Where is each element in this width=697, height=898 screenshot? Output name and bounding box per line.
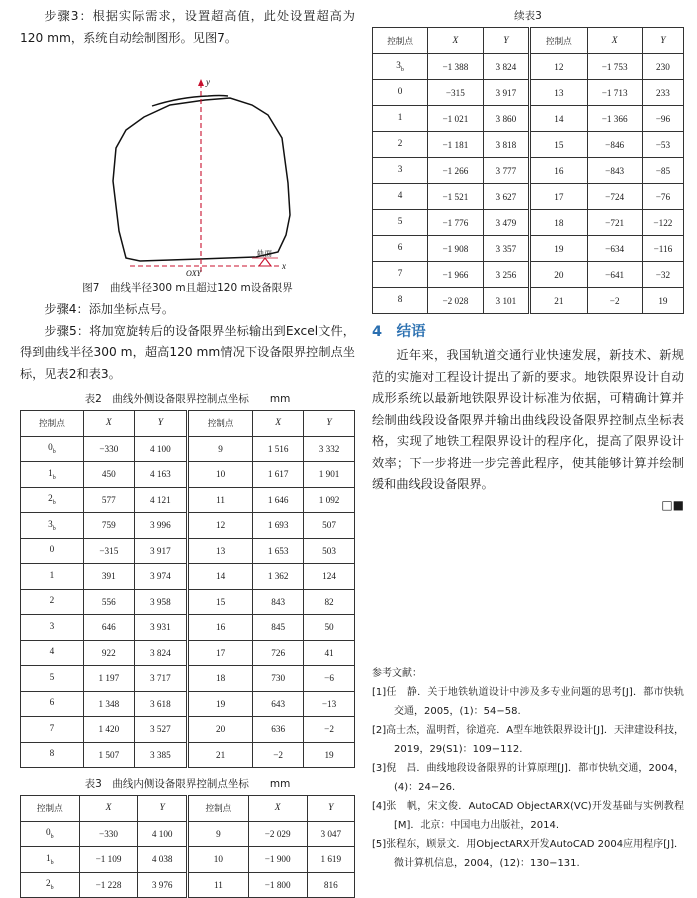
control-point-cell: 11 — [187, 872, 248, 898]
control-point-cell: 18 — [530, 210, 587, 236]
coordinate-cell: 3 974 — [134, 564, 187, 590]
coordinate-cell: −122 — [642, 210, 683, 236]
rail-label: 轨面 — [257, 249, 272, 258]
coordinate-cell: 3 818 — [483, 132, 530, 158]
control-point-cell: 16 — [530, 158, 587, 184]
coordinate-cell: 3 824 — [483, 54, 530, 80]
control-point-cell: 5 — [373, 210, 428, 236]
coordinate-cell: 643 — [253, 691, 304, 717]
table-header: X — [248, 796, 307, 822]
end-mark: □■ — [661, 497, 684, 512]
coordinate-cell: −315 — [428, 80, 483, 106]
coordinate-cell: 1 507 — [83, 742, 134, 768]
coordinate-cell: 507 — [304, 513, 355, 539]
table-row — [21, 872, 355, 898]
control-point-cell: 8 — [373, 288, 428, 314]
coordinate-cell: 3 958 — [134, 589, 187, 615]
coordinate-cell: 3 824 — [134, 640, 187, 666]
reference-item: [4]张 帆，宋文俊．AutoCAD ObjectARX(VC)开发基础与实例教程[M]．北京：中国电力出版社，2014. — [372, 801, 684, 831]
control-point-cell: 14 — [187, 564, 252, 590]
coordinate-cell: −85 — [642, 158, 683, 184]
table-header: 控制点 — [21, 796, 80, 822]
origin-label: OXY — [186, 269, 202, 278]
coordinate-cell: −1 966 — [428, 262, 483, 288]
reference-item: [1]任 静．关于地铁轨道设计中涉及多专业问题的思考[J]．都市快轨交通，2005，(1)：54−58. — [372, 687, 684, 717]
table-row — [21, 589, 355, 615]
coordinate-cell: 636 — [253, 717, 304, 743]
coordinate-cell: 230 — [642, 54, 683, 80]
control-point-cell: 7 — [373, 262, 428, 288]
table-row — [373, 80, 684, 106]
coordinate-cell: 843 — [253, 589, 304, 615]
table-header: X — [83, 411, 134, 437]
coordinate-cell: −846 — [587, 132, 642, 158]
coordinate-cell: 1 420 — [83, 717, 134, 743]
control-point-cell: $2_b$ — [21, 487, 84, 513]
coordinate-cell: −116 — [642, 236, 683, 262]
control-point-cell: 9 — [187, 821, 248, 847]
control-point-cell: 2 — [21, 589, 84, 615]
coordinate-cell: −330 — [79, 821, 138, 847]
control-point-cell: 7 — [21, 717, 84, 743]
control-point-cell: 19 — [530, 236, 587, 262]
coordinate-cell: −2 029 — [248, 821, 307, 847]
coordinate-cell: 845 — [253, 615, 304, 641]
references — [372, 664, 684, 873]
table-header: Y — [307, 796, 354, 822]
table-row — [21, 538, 355, 564]
table2-caption: 表2 曲线外侧设备限界控制点坐标 mm — [84, 393, 291, 405]
control-point-cell: 17 — [530, 184, 587, 210]
coordinate-cell: 3 385 — [134, 742, 187, 768]
coordinate-cell: −6 — [304, 666, 355, 692]
control-point-cell: 8 — [21, 742, 84, 768]
coordinate-cell: −1 776 — [428, 210, 483, 236]
left-column — [20, 0, 355, 898]
coordinate-cell: 726 — [253, 640, 304, 666]
coordinate-cell: 3 357 — [483, 236, 530, 262]
coordinate-cell: −2 — [587, 288, 642, 314]
coordinate-cell: 1 653 — [253, 538, 304, 564]
table-header: 控制点 — [21, 411, 84, 437]
control-point-cell: 10 — [187, 462, 252, 488]
clearance-diagram — [20, 53, 355, 277]
table3-continued — [372, 27, 684, 314]
coordinate-cell: 577 — [83, 487, 134, 513]
table-header: X — [79, 796, 138, 822]
control-point-cell: 21 — [530, 288, 587, 314]
table3 — [20, 795, 355, 898]
control-point-cell: 17 — [187, 640, 252, 666]
control-point-cell: 6 — [21, 691, 84, 717]
coordinate-cell: 3 101 — [483, 288, 530, 314]
coordinate-cell: 3 627 — [483, 184, 530, 210]
coordinate-cell: 4 038 — [138, 847, 188, 873]
axis-y-label: y — [206, 77, 210, 87]
table-row — [21, 717, 355, 743]
coordinate-cell: 3 917 — [134, 538, 187, 564]
coordinate-cell: −315 — [83, 538, 134, 564]
control-point-cell: 1 — [373, 106, 428, 132]
control-point-cell: $3_b$ — [373, 54, 428, 80]
coordinate-cell: 1 516 — [253, 436, 304, 462]
control-point-cell: 9 — [187, 436, 252, 462]
coordinate-cell: 3 527 — [134, 717, 187, 743]
coordinate-cell: −1 753 — [587, 54, 642, 80]
coordinate-cell: 391 — [83, 564, 134, 590]
table-row — [21, 742, 355, 768]
coordinate-cell: −1 228 — [79, 872, 138, 898]
table-header: 控制点 — [187, 796, 248, 822]
control-point-cell: 18 — [187, 666, 252, 692]
coordinate-cell: 19 — [642, 288, 683, 314]
table2-header-row — [21, 411, 355, 437]
coordinate-cell: 3 256 — [483, 262, 530, 288]
coordinate-cell: −53 — [642, 132, 683, 158]
table3-cont-caption: 续表3 — [514, 10, 542, 22]
coordinate-cell: 3 618 — [134, 691, 187, 717]
coordinate-cell: 3 917 — [483, 80, 530, 106]
table-row — [21, 691, 355, 717]
coordinate-cell: 3 976 — [138, 872, 188, 898]
table-header: Y — [138, 796, 188, 822]
control-point-cell: 15 — [187, 589, 252, 615]
coordinate-cell: 1 901 — [304, 462, 355, 488]
table-header: Y — [134, 411, 187, 437]
control-point-cell: 19 — [187, 691, 252, 717]
table-row — [373, 236, 684, 262]
coordinate-cell: −330 — [83, 436, 134, 462]
step4-paragraph: 步骤4：添加坐标点号。 — [44, 302, 175, 316]
coordinate-cell: −2 — [253, 742, 304, 768]
coordinate-cell: 3 996 — [134, 513, 187, 539]
coordinate-cell: −96 — [642, 106, 683, 132]
reference-item: [3]倪 昌．曲线地段设备限界的计算原理[J]．都市快轨交通，2004，(4)：24−26. — [372, 763, 684, 793]
coordinate-cell: 1 646 — [253, 487, 304, 513]
reference-item: [2]高士杰，温明哲，徐道亮．A型车地铁限界设计[J]．天津建设科技，2019，29(S1)：109−112. — [372, 725, 684, 755]
coordinate-cell: 1 362 — [253, 564, 304, 590]
coordinate-cell: 3 717 — [134, 666, 187, 692]
control-point-cell: $0_b$ — [21, 436, 84, 462]
coordinate-cell: −1 900 — [248, 847, 307, 873]
control-point-cell: 20 — [187, 717, 252, 743]
control-point-cell: $1_b$ — [21, 462, 84, 488]
table3c-header-row — [373, 28, 684, 54]
control-point-cell: $3_b$ — [21, 513, 84, 539]
table-row — [373, 262, 684, 288]
coordinate-cell: −13 — [304, 691, 355, 717]
table-header: 控制点 — [187, 411, 252, 437]
table-row — [21, 847, 355, 873]
coordinate-cell: 82 — [304, 589, 355, 615]
coordinate-cell: 759 — [83, 513, 134, 539]
coordinate-cell: −1 181 — [428, 132, 483, 158]
coordinate-cell: −32 — [642, 262, 683, 288]
table-row — [21, 564, 355, 590]
table-row — [21, 513, 355, 539]
control-point-cell: 0 — [373, 80, 428, 106]
coordinate-cell: 41 — [304, 640, 355, 666]
coordinate-cell: 1 617 — [253, 462, 304, 488]
coordinate-cell: −1 521 — [428, 184, 483, 210]
control-point-cell: $0_b$ — [21, 821, 80, 847]
control-point-cell: $1_b$ — [21, 847, 80, 873]
control-point-cell: $2_b$ — [21, 872, 80, 898]
coordinate-cell: 4 100 — [134, 436, 187, 462]
coordinate-cell: 646 — [83, 615, 134, 641]
conclusion-paragraph: 近年来，我国轨道交通行业快速发展，新技术、新规范的实施对工程设计提出了新的要求。地铁限界设计自动成形系统以最新地铁限界设计标准为依据，可精确计算并绘制曲线段设备限界并输出曲线段设备限界控制点坐标表格，实现了地铁工程限界设计的程序化，提高了限界设计效率；下一步将进一步完善此程序，使其能够计算并绘制缓和曲线段设备限界。 — [372, 348, 684, 491]
table3-caption: 表3 曲线内侧设备限界控制点坐标 mm — [84, 778, 291, 790]
table-header: Y — [642, 28, 683, 54]
control-point-cell: 1 — [21, 564, 84, 590]
table-header: 控制点 — [373, 28, 428, 54]
coordinate-cell: 3 777 — [483, 158, 530, 184]
control-point-cell: 4 — [21, 640, 84, 666]
coordinate-cell: 1 619 — [307, 847, 354, 873]
coordinate-cell: 3 479 — [483, 210, 530, 236]
control-point-cell: 10 — [187, 847, 248, 873]
control-point-cell: 15 — [530, 132, 587, 158]
control-point-cell: 3 — [373, 158, 428, 184]
table-header: X — [587, 28, 642, 54]
reference-item: [5]张程东，顾景文．用ObjectARX开发AutoCAD 2004应用程序[J]．微计算机信息，2004，(12)：130−131. — [372, 839, 684, 869]
figure-7 — [20, 53, 355, 277]
coordinate-cell: 3 047 — [307, 821, 354, 847]
coordinate-cell: 124 — [304, 564, 355, 590]
table-header: Y — [483, 28, 530, 54]
coordinate-cell: 1 348 — [83, 691, 134, 717]
table-header: X — [428, 28, 483, 54]
control-point-cell: 13 — [187, 538, 252, 564]
coordinate-cell: 922 — [83, 640, 134, 666]
control-point-cell: 14 — [530, 106, 587, 132]
roof-line — [152, 96, 228, 107]
table-row — [21, 640, 355, 666]
table-header: Y — [304, 411, 355, 437]
coordinate-cell: −1 366 — [587, 106, 642, 132]
coordinate-cell: 1 092 — [304, 487, 355, 513]
axis-x-label: x — [282, 261, 286, 271]
control-point-cell: 6 — [373, 236, 428, 262]
coordinate-cell: −76 — [642, 184, 683, 210]
control-point-cell: 4 — [373, 184, 428, 210]
coordinate-cell: 4 163 — [134, 462, 187, 488]
control-point-cell: 11 — [187, 487, 252, 513]
coordinate-cell: 233 — [642, 80, 683, 106]
coordinate-cell: −641 — [587, 262, 642, 288]
coordinate-cell: 1 197 — [83, 666, 134, 692]
table-row — [373, 210, 684, 236]
coordinate-cell: −1 388 — [428, 54, 483, 80]
coordinate-cell: 556 — [83, 589, 134, 615]
table-row — [21, 436, 355, 462]
coordinate-cell: 503 — [304, 538, 355, 564]
coordinate-cell: −2 028 — [428, 288, 483, 314]
step5-paragraph: 步骤5：将加宽旋转后的设备限界坐标输出到Excel文件，得到曲线半径300 m，超高120 mm情况下设备限界控制点坐标，见表2和表3。 — [20, 323, 355, 381]
coordinate-cell: −634 — [587, 236, 642, 262]
control-point-cell: 13 — [530, 80, 587, 106]
control-point-cell: 20 — [530, 262, 587, 288]
table-row — [373, 184, 684, 210]
table-header: 控制点 — [530, 28, 587, 54]
step3-paragraph: 步骤3：根据实际需求，设置超高值，此处设置超高为120 mm，系统自动绘制图形。见图7。 — [20, 9, 355, 45]
control-point-cell: 0 — [21, 538, 84, 564]
coordinate-cell: 4 121 — [134, 487, 187, 513]
table-row — [373, 132, 684, 158]
figure-7-caption: 图7 曲线半径300 m且超过120 m设备限界 — [82, 282, 293, 294]
coordinate-cell: −2 — [304, 717, 355, 743]
table-row — [21, 462, 355, 488]
control-point-cell: 3 — [21, 615, 84, 641]
table3-header-row — [21, 796, 355, 822]
control-point-cell: 12 — [530, 54, 587, 80]
coordinate-cell: 4 100 — [138, 821, 188, 847]
coordinate-cell: 3 860 — [483, 106, 530, 132]
coordinate-cell: −1 908 — [428, 236, 483, 262]
coordinate-cell: 3 332 — [304, 436, 355, 462]
coordinate-cell: 1 693 — [253, 513, 304, 539]
coordinate-cell: −1 266 — [428, 158, 483, 184]
coordinate-cell: 50 — [304, 615, 355, 641]
control-point-cell: 12 — [187, 513, 252, 539]
coordinate-cell: −1 800 — [248, 872, 307, 898]
coordinate-cell: 450 — [83, 462, 134, 488]
coordinate-cell: 3 931 — [134, 615, 187, 641]
rail-marker — [259, 258, 271, 266]
conclusion-heading: 4 结语 — [372, 324, 426, 340]
table-row — [373, 288, 684, 314]
table2 — [20, 410, 355, 768]
coordinate-cell: −1 021 — [428, 106, 483, 132]
table-row — [21, 821, 355, 847]
table-row — [373, 158, 684, 184]
references-title: 参考文献： — [372, 668, 422, 679]
control-point-cell: 2 — [373, 132, 428, 158]
coordinate-cell: −1 109 — [79, 847, 138, 873]
control-point-cell: 5 — [21, 666, 84, 692]
control-point-cell: 16 — [187, 615, 252, 641]
coordinate-cell: 19 — [304, 742, 355, 768]
table-row — [21, 666, 355, 692]
coordinate-cell: −843 — [587, 158, 642, 184]
table-row — [373, 106, 684, 132]
control-point-cell: 21 — [187, 742, 252, 768]
coordinate-cell: −1 713 — [587, 80, 642, 106]
coordinate-cell: −721 — [587, 210, 642, 236]
table-row — [373, 54, 684, 80]
table-row — [21, 487, 355, 513]
table-row — [21, 615, 355, 641]
coordinate-cell: 816 — [307, 872, 354, 898]
coordinate-cell: −724 — [587, 184, 642, 210]
right-column — [372, 0, 684, 869]
coordinate-cell: 730 — [253, 666, 304, 692]
table-header: X — [253, 411, 304, 437]
